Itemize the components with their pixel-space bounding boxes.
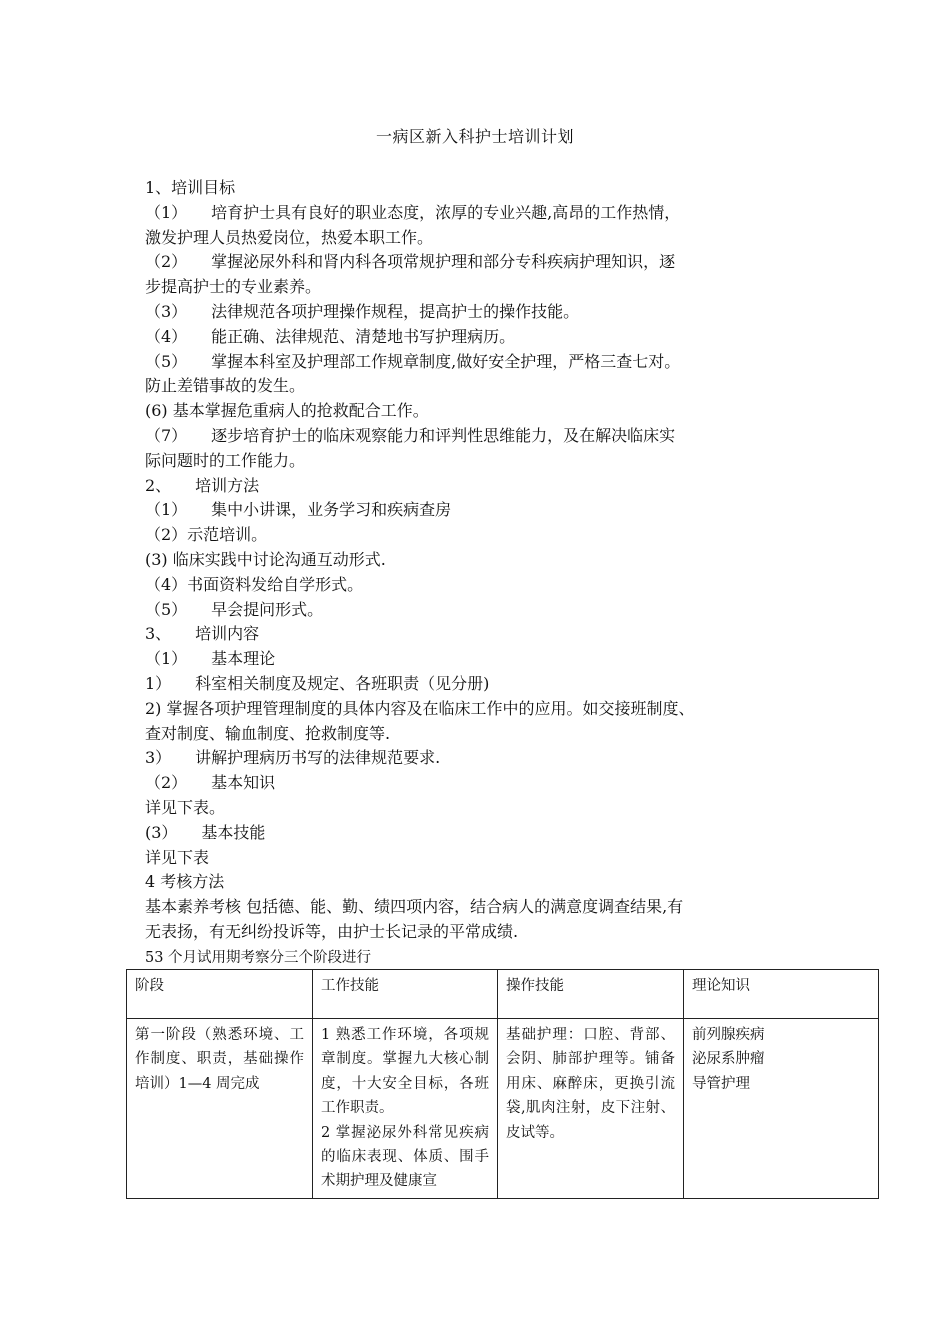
body-line: (3） 基本技能 [145,822,266,842]
cell-theory [684,1019,879,1199]
body-line: 基本素养考核 包括德、能、勤、绩四项内容，结合病人的满意度调查结果,有 [145,897,684,917]
body-line: 详见下表 [145,847,210,867]
theory-item: 前列腺疾病 [692,1027,765,1043]
body-line: (3) 临床实践中讨论沟通互动形式. [145,549,386,569]
page-title: 一病区新入科护士培训计划 [375,127,574,146]
header-operation-skills: 操作技能 [498,970,684,1019]
table-caption: 53 个月试用期考察分三个阶段进行 [145,950,372,966]
table-row [127,1019,879,1199]
body-line: （5） 掌握本科室及护理部工作规章制度,做好安全护理，严格三查七对。 [145,351,681,371]
body-line: （2）示范培训。 [145,525,268,545]
body-line: 际问题时的工作能力。 [145,450,306,470]
body-line: （7） 逐步培育护士的临床观察能力和评判性思维能力，及在解决临床实 [145,425,676,445]
body-line: 1） 科室相关制度及规定、各班职责（见分册) [145,673,490,693]
body-line: 防止差错事故的发生。 [145,376,306,396]
body-line: 4 考核方法 [145,872,225,892]
body-line: （3） 法律规范各项护理操作规程，提高护士的操作技能。 [145,301,580,321]
document-body [145,176,825,945]
body-line: 3） 讲解护理病历书写的法律规范要求. [145,748,441,768]
header-work-skills: 工作技能 [313,970,498,1019]
body-line: （2） 掌握泌尿外科和肾内科各项常规护理和部分专科疾病护理知识，逐 [145,252,676,272]
header-theory: 理论知识 [684,970,879,1019]
body-line: （1） 集中小讲课，业务学习和疾病查房 [145,500,452,520]
body-line: 激发护理人员热爱岗位，热爱本职工作。 [145,227,434,247]
header-stage: 阶段 [127,970,313,1019]
work-skill-item: 2 掌握泌尿外科常见疾病的临床表现、体质、围手术期护理及健康宣 [321,1124,489,1190]
body-line: 2、 培训方法 [145,475,260,495]
body-line: （1） 培育护士具有良好的职业态度，浓厚的专业兴趣,高昂的工作热情， [145,202,681,222]
body-line: 3、 培训内容 [145,624,260,644]
cell-work-skills [313,1019,498,1199]
body-line: （1） 基本理论 [145,649,276,669]
body-line: （2） 基本知识 [145,773,276,793]
cell-stage: 第一阶段（熟悉环境、工作制度、职责，基础操作培训）1—4 周完成 [127,1019,313,1199]
body-line: (6) 基本掌握危重病人的抢救配合工作。 [145,401,429,421]
body-line: 查对制度、输血制度、抢救制度等. [145,723,391,743]
cell-operation-skills: 基础护理：口腔、背部、会阴、肺部护理等。铺备用床、麻醉床，更换引流袋,肌肉注射，皮下注射、皮试等。 [498,1019,684,1199]
body-line: （4） 能正确、法律规范、清楚地书写护理病历。 [145,326,516,346]
work-skill-item: 1 熟悉工作环境，各项规章制度。掌握九大核心制度，十大安全目标，各班工作职责。 [321,1027,489,1117]
theory-item: 导管护理 [692,1075,750,1092]
body-line: 详见下表。 [145,797,226,817]
table-header-row [127,970,879,1019]
body-line: （4）书面资料发给自学形式。 [145,574,364,594]
body-line: 2) 掌握各项护理管理制度的具体内容及在临床工作中的应用。如交接班制度、 [145,698,695,718]
theory-item: 泌尿系肿瘤 [692,1051,765,1068]
body-line: 1、培训目标 [145,178,236,197]
body-line: 步提高护士的专业素养。 [145,277,322,297]
body-line: 无表扬，有无纠纷投诉等，由护士长记录的平常成绩. [145,921,519,941]
body-line: （5） 早会提问形式。 [145,599,324,619]
training-plan-table [126,969,879,1199]
